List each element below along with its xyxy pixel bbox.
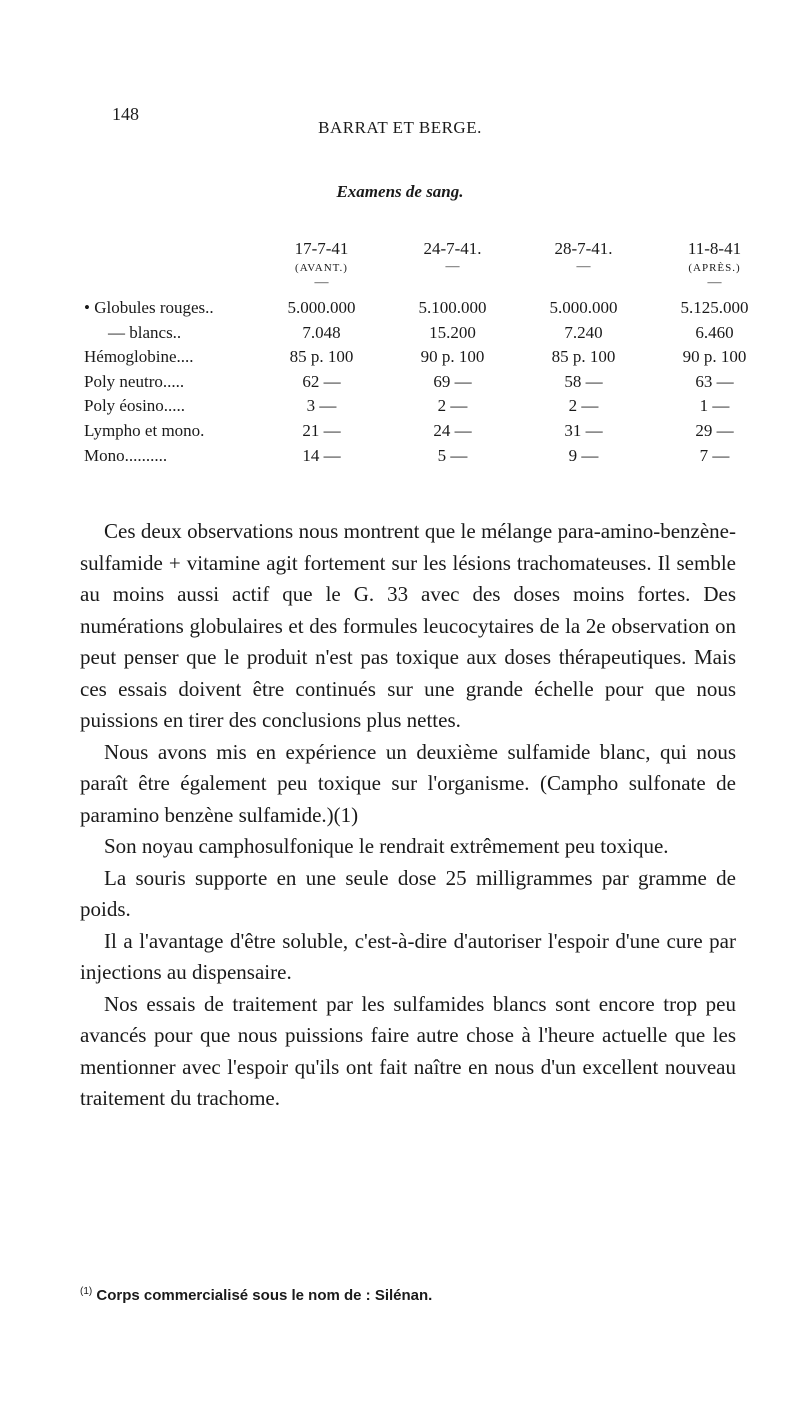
table-cell: 14 — — [302, 445, 341, 465]
table-cell: 2 — — [437, 396, 468, 416]
column-date: 17-7-41 — [294, 239, 349, 258]
blood-exam-table — [60, 238, 780, 468]
body-text — [80, 516, 736, 1115]
row-label: Mono.......... — [84, 445, 168, 465]
column-sub: (APRÈS.) — [688, 262, 741, 274]
table-cell: 29 — — [695, 420, 734, 440]
table-cell: 1 — — [699, 396, 730, 416]
table-cell: 7.240 — [564, 322, 603, 342]
row-label: • Globules rouges.. — [84, 298, 214, 317]
paragraph: Nos essais de traitement par les sulfamides blancs sont encore trop peu avancés pour que nous puissions faire autre chose à l'heure actuelle que les mentionner avec l'espoir qu'ils ont fait naître en nous d'un excellent nouveau traitement du trachome. — [80, 991, 736, 1110]
row-label: — blancs.. — [108, 322, 182, 342]
table-cell: 90 p. 100 — [682, 347, 747, 367]
table-cell: 5.000.000 — [287, 298, 356, 317]
table-row — [60, 321, 780, 346]
table-row — [60, 345, 780, 370]
table-cell: 69 — — [433, 371, 472, 391]
column-sub: (AVANT.) — [295, 262, 348, 274]
running-head: BARRAT ET BERGE. — [318, 118, 482, 137]
table-cell: 15.200 — [429, 322, 476, 342]
table-cell: 5.125.000 — [680, 298, 749, 317]
table-cell: 9 — — [568, 445, 599, 465]
page-header — [0, 104, 800, 144]
table-row — [60, 296, 780, 321]
table-row — [60, 370, 780, 395]
footnote-marker: (1) — [80, 1286, 93, 1297]
column-dash: — — [576, 259, 591, 274]
row-label-header — [60, 238, 256, 296]
table-cell: 85 p. 100 — [289, 347, 354, 367]
row-label: Poly neutro..... — [84, 371, 185, 391]
column-dash: — — [314, 275, 329, 290]
column-header — [649, 238, 780, 296]
table-cell: 24 — — [433, 420, 472, 440]
table-row — [60, 444, 780, 469]
table-cell: 90 p. 100 — [420, 347, 485, 367]
table-cell: 31 — — [564, 420, 603, 440]
table-cell: 21 — — [302, 420, 341, 440]
column-dash: — — [445, 259, 460, 274]
table-cell: 85 p. 100 — [551, 347, 616, 367]
row-label: Lympho et mono. — [84, 420, 205, 440]
column-date: 28-7-41. — [554, 239, 613, 258]
column-header — [256, 238, 387, 296]
row-label: Hémoglobine.... — [84, 347, 194, 367]
paragraph: La souris supporte en une seule dose 25 milligrammes par gramme de poids. — [80, 865, 736, 921]
table-cell: 7.048 — [302, 322, 341, 342]
table-cell: 6.460 — [695, 322, 734, 342]
footnote — [80, 1286, 736, 1304]
table-row — [60, 394, 780, 419]
table-cell: 5.100.000 — [418, 298, 487, 317]
table-title: Examens de sang. — [336, 182, 464, 201]
footnote-text: Corps commercialisé sous le nom de : Silénan. — [96, 1287, 433, 1304]
column-header — [387, 238, 518, 296]
table-cell: 63 — — [695, 371, 734, 391]
paragraph: Son noyau camphosulfonique le rendrait extrêmement peu toxique. — [104, 834, 669, 858]
paragraph: Nous avons mis en expérience un deuxième sulfamide blanc, qui nous paraît être également peu toxique sur l'organisme. (Campho sulfonate de paramino benzène sulfamide.)(1) — [80, 739, 736, 827]
table-cell: 5 — — [437, 445, 468, 465]
column-header — [518, 238, 649, 296]
table-row — [60, 419, 780, 444]
table-cell: 62 — — [302, 371, 341, 391]
page-number: 148 — [112, 104, 139, 124]
column-dash: — — [707, 275, 722, 290]
table-cell: 58 — — [564, 371, 603, 391]
paragraph: Ces deux observations nous montrent que le mélange para-amino-benzène-sulfamide + vitamine agit fortement sur les lésions trachomateuses. Il semble au moins aussi actif que le G. 33 avec des doses moins fortes. Des numérations globulaires et des formules leucocytaires de la 2e observation on peut penser que le produit n'est pas toxique aux doses thérapeutiques. Mais ces essais doivent être continués sur une grande échelle pour que nous puissions en tirer des conclusions plus nettes. — [80, 519, 736, 732]
table-cell: 3 — — [306, 396, 337, 416]
paragraph: Il a l'avantage d'être soluble, c'est-à-dire d'autoriser l'espoir d'une cure par injections au dispensaire. — [80, 928, 736, 984]
table-cell: 5.000.000 — [549, 298, 618, 317]
column-date: 24-7-41. — [423, 239, 482, 258]
row-label: Poly éosino..... — [84, 396, 186, 416]
table-cell: 2 — — [568, 396, 599, 416]
table-cell: 7 — — [699, 445, 730, 465]
column-date: 11-8-41 — [687, 239, 742, 258]
table-header-row — [60, 238, 780, 296]
